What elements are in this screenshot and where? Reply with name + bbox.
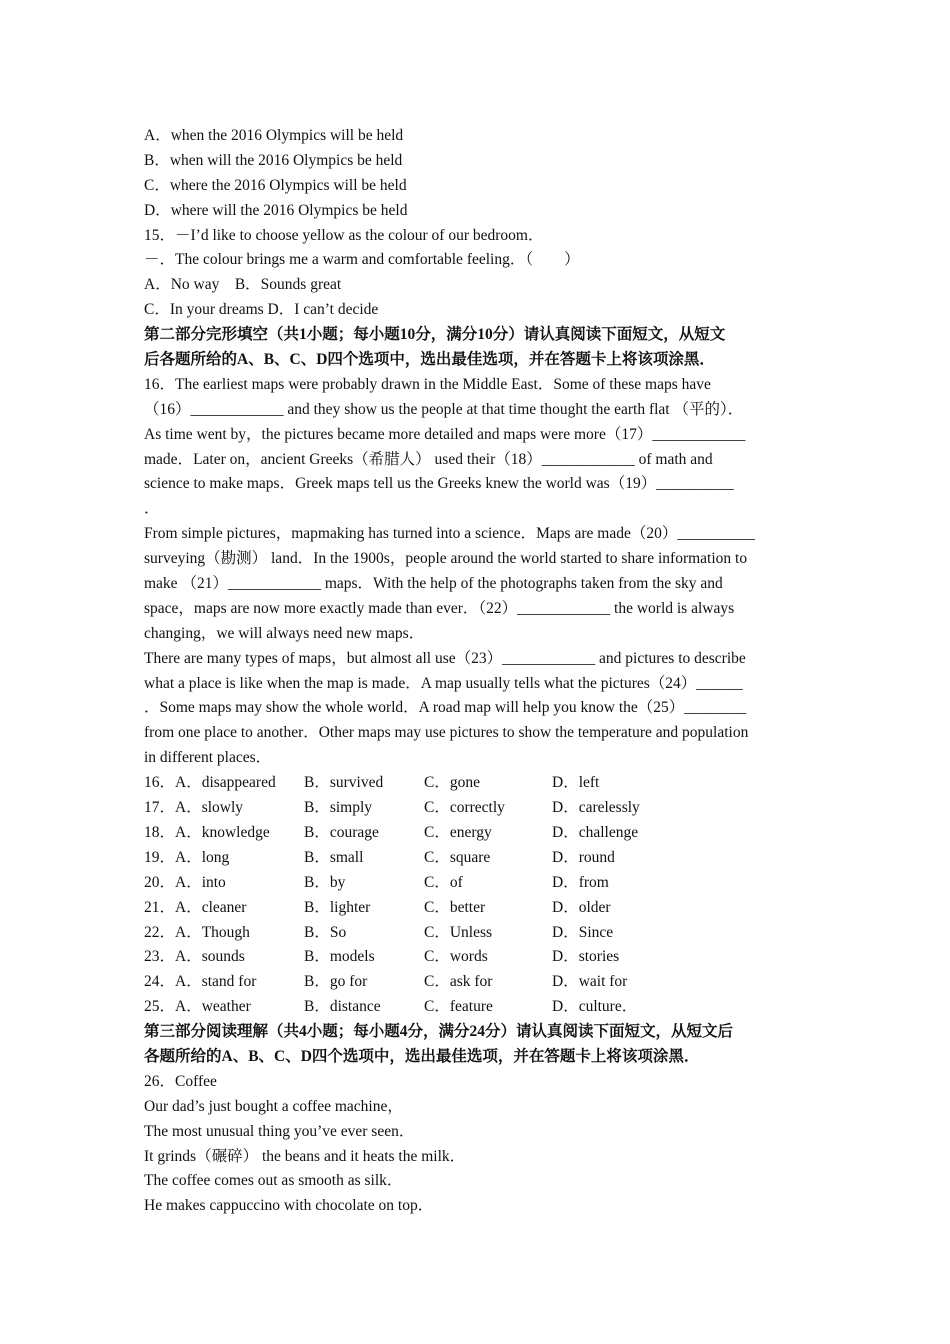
option-c: C．energy xyxy=(424,823,492,841)
option-b: B．models xyxy=(304,948,375,966)
q26-title: 26．Coffee xyxy=(144,1072,217,1090)
option-c: C．Unless xyxy=(424,923,493,941)
option-b: B．go for xyxy=(304,973,368,991)
option-d: D．carelessly xyxy=(552,799,640,817)
option-c: C．gone xyxy=(424,774,480,792)
passage-line: made．Later on，ancient Greeks（希腊人） used their（18）____________ of math and xyxy=(144,450,713,468)
option-c: C．words xyxy=(424,948,488,966)
option-a: 18．A．knowledge xyxy=(144,823,270,841)
passage-line: make （21）____________ maps．With the help of the photographs taken from the sky and xyxy=(144,575,723,593)
passage-line: what a place is like when the map is made．A map usually tells what the pictures（24）______ xyxy=(144,674,743,692)
passage-line: As time went by，the pictures became more detailed and maps were more（17）____________ xyxy=(144,425,746,443)
option-a: 19．A．long xyxy=(144,848,230,866)
cloze-option-row xyxy=(144,945,809,970)
option-d: D．wait for xyxy=(552,973,628,991)
option-d: D．left xyxy=(552,774,600,792)
option-b: B．simply xyxy=(304,799,373,817)
option-b: B．So xyxy=(304,923,347,941)
cloze-option-row xyxy=(144,995,809,1020)
option-d: D．challenge xyxy=(552,823,639,841)
passage-line: （16）____________ and they show us the people at that time thought the earth flat （平的）． xyxy=(144,400,744,418)
cloze-option-row xyxy=(144,970,809,995)
passage-line: science to make maps．Greek maps tell us the Greeks knew the world was（19）__________ xyxy=(144,475,734,493)
option-a: 20．A．into xyxy=(144,873,226,891)
cloze-options xyxy=(144,771,809,1020)
option-b: B．courage xyxy=(304,823,379,841)
passage-line: space，maps are now more exactly made than ever．（22）____________ the world is always xyxy=(144,599,735,617)
part3-header-line: 第三部分阅读理解（共4小题；每小题4分，满分24分）请认真阅读下面短文，从短文后 xyxy=(144,1023,734,1041)
option-b: B．survived xyxy=(304,774,384,792)
q14-option-b: B．when will the 2016 Olympics be held xyxy=(144,151,403,169)
part2-header-line: 后各题所给的A、B、C、D四个选项中，选出最佳选项，并在答题卡上将该项涂黑． xyxy=(144,351,715,369)
poem-line: It grinds（碾碎） the beans and it heats the milk． xyxy=(144,1147,466,1165)
cloze-option-row xyxy=(144,796,809,821)
part2-header-line: 第二部分完形填空（共1小题；每小题10分，满分10分）请认真阅读下面短文，从短文 xyxy=(144,326,726,344)
option-c: C．better xyxy=(424,898,486,916)
q14-option-c: C．where the 2016 Olympics will be held xyxy=(144,176,407,194)
option-c: C．of xyxy=(424,873,463,891)
option-d: D．round xyxy=(552,848,615,866)
option-b: B．small xyxy=(304,848,364,866)
option-d: D．Since xyxy=(552,923,614,941)
cloze-option-row xyxy=(144,921,809,946)
option-b: B．distance xyxy=(304,998,381,1016)
option-a: 22．A．Though xyxy=(144,923,250,941)
passage-line: From simple pictures，mapmaking has turned into a science．Maps are made（20）__________ xyxy=(144,525,755,543)
cloze-option-row xyxy=(144,771,809,796)
option-a: 16．A．disappeared xyxy=(144,774,276,792)
option-a: 25．A．weather xyxy=(144,998,251,1016)
passage-line: from one place to another．Other maps may use pictures to show the temperature and population xyxy=(144,724,749,742)
poem-line: The most unusual thing you’ve ever seen． xyxy=(144,1122,415,1140)
q14-option-a: A．when the 2016 Olympics will be held xyxy=(144,127,404,144)
passage-line: in different places． xyxy=(144,749,272,767)
cloze-option-row xyxy=(144,896,809,921)
q15-options-cd: C．In your dreams D．I can’t decide xyxy=(144,301,379,319)
option-d: D．culture． xyxy=(552,998,638,1016)
question-26 xyxy=(144,1070,809,1219)
part3-header-line: 各题所给的A、B、C、D四个选项中，选出最佳选项，并在答题卡上将该项涂黑． xyxy=(144,1047,700,1065)
passage-line: There are many types of maps，but almost all use（23）____________ and pictures to describe xyxy=(144,649,746,667)
q15-prompt: 15．－I’d like to choose yellow as the colour of our bedroom． xyxy=(144,226,544,244)
cloze-option-row xyxy=(144,871,809,896)
option-c: C．feature xyxy=(424,998,493,1016)
q14-option-d: D．where will the 2016 Olympics be held xyxy=(144,201,408,219)
cloze-option-row xyxy=(144,821,809,846)
part2-header xyxy=(144,323,809,373)
q15-options-ab: A．No way B．Sounds great xyxy=(144,276,342,294)
q14-options xyxy=(144,124,809,224)
cloze-passage xyxy=(144,373,809,771)
poem-line: The coffee comes out as smooth as silk． xyxy=(144,1172,403,1190)
option-b: B．lighter xyxy=(304,898,371,916)
document-page xyxy=(144,124,809,1219)
q15-response: －．The colour brings me a warm and comfortable feeling．（ ） xyxy=(144,251,580,269)
passage-line: changing，we will always need new maps． xyxy=(144,624,425,642)
option-a: 17．A．slowly xyxy=(144,799,244,817)
option-c: C．correctly xyxy=(424,799,505,817)
option-c: C．ask for xyxy=(424,973,493,991)
option-b: B．by xyxy=(304,873,346,891)
option-c: C．square xyxy=(424,848,491,866)
poem-line: Our dad’s just bought a coffee machine， xyxy=(144,1097,403,1115)
option-d: D．stories xyxy=(552,948,620,966)
option-a: 21．A．cleaner xyxy=(144,898,247,916)
passage-line: ． xyxy=(144,500,160,518)
passage-line: surveying（勘测） land．In the 1900s，people around the world started to share information to xyxy=(144,550,748,568)
poem-line: He makes cappuccino with chocolate on top． xyxy=(144,1197,434,1215)
part3-header xyxy=(144,1020,809,1070)
option-d: D．from xyxy=(552,873,609,891)
passage-line: 16．The earliest maps were probably drawn in the Middle East．Some of these maps have xyxy=(144,375,711,393)
question-15 xyxy=(144,224,809,324)
option-d: D．older xyxy=(552,898,611,916)
option-a: 24．A．stand for xyxy=(144,973,257,991)
passage-line: ．Some maps may show the whole world．A road map will help you know the（25）________ xyxy=(144,699,747,717)
option-a: 23．A．sounds xyxy=(144,948,245,966)
cloze-option-row xyxy=(144,846,809,871)
